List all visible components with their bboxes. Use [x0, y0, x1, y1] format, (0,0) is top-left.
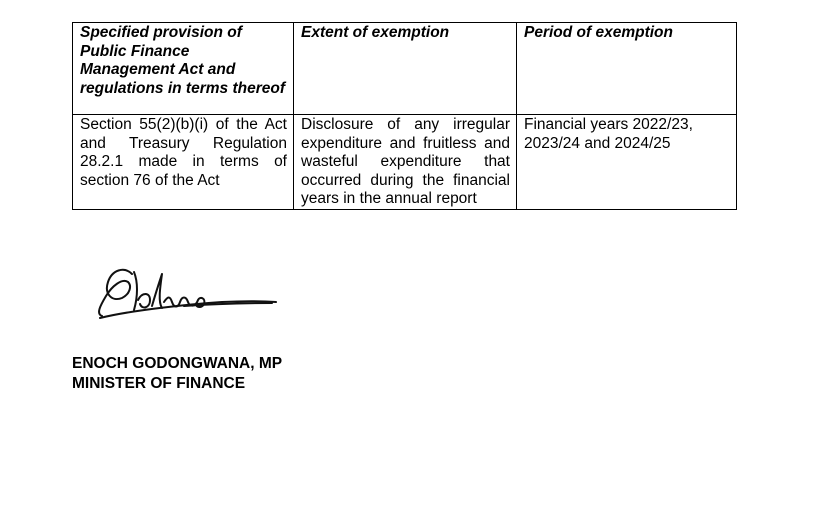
table-row — [73, 115, 737, 210]
header-provision: Specified provision of Public Finance Management Act and regulations in terms thereof — [73, 23, 294, 115]
exemption-table — [72, 22, 737, 210]
signatory-title: MINISTER OF FINANCE — [72, 375, 246, 392]
table-header-row — [73, 23, 737, 115]
cell-provision: Section 55(2)(b)(i) of the Act and Treasury Regulation 28.2.1 made in terms of section 76 of the Act — [73, 115, 294, 210]
cell-extent: Disclosure of any irregular expenditure and fruitless and wasteful expenditure that occurred during the financial years in the annual report — [294, 115, 517, 210]
header-extent: Extent of exemption — [294, 23, 517, 115]
signatory-name: ENOCH GODONGWANA, MP — [72, 355, 283, 372]
handwritten-signature — [72, 252, 282, 342]
cell-period: Financial years 2022/23, 2023/24 and 2024/25 — [517, 115, 737, 210]
header-period: Period of exemption — [517, 23, 737, 115]
